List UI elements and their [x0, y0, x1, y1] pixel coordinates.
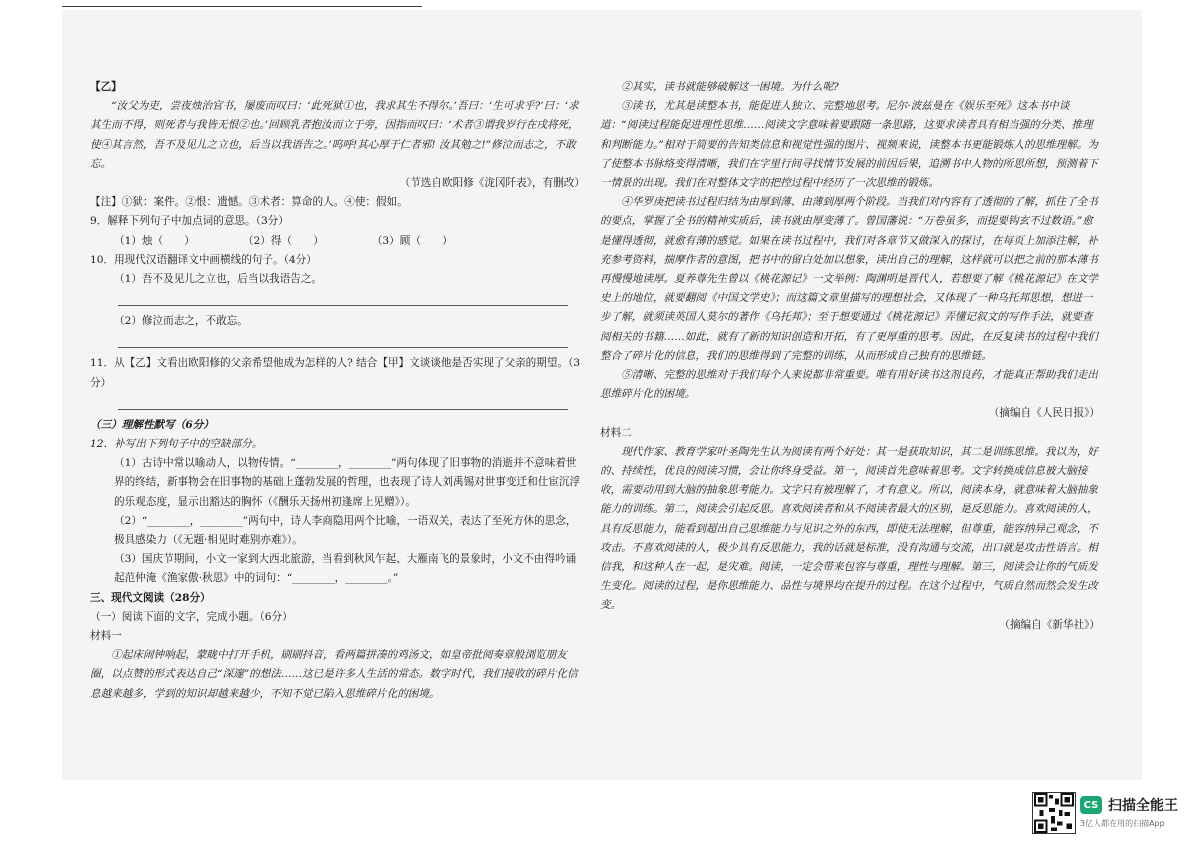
- material-1-para-4: ④华罗庚把读书过程归结为由厚到薄、由薄到厚两个阶段。当我们对内容有了透彻的了解，抓住了全书的要点，掌握了全书的精神实质后，读书就由厚变薄了。曾国藩说：“万卷虽多，而提要钩玄不过数语。”愈是懂得透彻，就愈有薄的感觉。如果在读书过程中，我们对各章节又做深入的探讨，在每页上加添注解，补充参考资料，揣摩作者的意图，把书中的留白处加以想象，读出自己的理解，这样就可以把之前的那本薄书再慢慢地读厚。夏养尊先生曾以《桃花源记》一文举例：陶渊明是晋代人，若想要了解《桃花源记》在文学史上的地位，就要翻阅《中国文学史》；而这篇文章里描写的理想社会，又体现了一种乌托邦思想，想进一步了解，就须读英国人莫尔的著作《乌托邦》；至于想要通过《桃花源记》弄懂记叙文的写作手法，就要查阅相关的书籍……如此，就有了新的知识创造和开拓，有了更厚重的思考。因此，在反复读书的过程中我们整合了碎片化的信息，我们的思维得到了完整的训练，从而形成自己独有的思维链。: [600, 196, 1098, 362]
- logo-tagline: 3亿人都在用的扫描App: [1080, 819, 1165, 828]
- yi-source: （节选自欧阳修《泷冈阡表》，有删改）: [399, 177, 585, 190]
- cs-logo-icon: CS: [1080, 796, 1102, 814]
- material-2-title: 材料二: [600, 426, 632, 439]
- material-1-source: （摘编自《人民日报》）: [988, 407, 1100, 420]
- part-3-heading: 三、现代文阅读（28分）: [90, 591, 211, 604]
- camscanner-logo: [1080, 795, 1178, 815]
- part-3-subheading: （一）阅读下面的文字，完成小题。（6分）: [90, 610, 293, 623]
- material-2-source: （摘编自《新华社》）: [999, 618, 1100, 631]
- yi-notes: 【注】①狱：案件。②恨：遗憾。③术者：算命的人。④使：假如。: [90, 196, 408, 209]
- yi-passage: “汝父为吏，尝夜烛治官书，屡废而叹曰：‘此死狱①也，我求其生不得尔。’吾曰：‘生可求乎?’曰：‘求其生而不得，则死者与我皆无恨②也。’回顾乳者抱汝而立于旁，因指而叹曰：‘术者③谓我岁行在戌将死，使④其言然，吾不及见儿之立也，后当以我语告之。’呜呼!其心厚于仁者邪! 汝其勉之!”修泣而志之，不敢忘。: [90, 100, 579, 170]
- material-2-para-1: 现代作家、教育学家叶圣陶先生认为阅读有两个好处：其一是获取知识，其二是训练思维。我以为，好的、持续性，优良的阅读习惯，会让你终身受益。第一，阅读首先意味着思考。文字转换成信息被大脑接收，需要动用到大脑的抽象思考能力。文字只有被理解了，才有意义。所以，阅读本身，就意味着大脑抽象能力的训练。第二，阅读会引起反思。喜欢阅读者和从不阅读者最大的区别，是反思能力。喜欢阅读的人，具有反思能力，能看到超出自己思维能力与见识之外的东西，即使无法理解，但尊重，能容纳异己观念，不攻击。不喜欢阅读的人，极少具有反思能力，我的话就是标准，没有沟通与交流，出口就是攻击性语言。相信我，和这种人在一起，是灾难。阅读，一定会带来包容与尊重，理性与理解。第三，阅读会让你的气质发生变化。阅读的过程，是你思维能力、品性与境界均在提升的过程。在这个过程中，气质自然而然会发生改变。: [600, 445, 1098, 612]
- yi-heading: 【乙】: [90, 81, 122, 93]
- q12-part-3: （3）国庆节期间，小文一家到大西北旅游，当看到秋风乍起、大雁南飞的景象时，小文不由得吟诵起范仲淹《渔家傲·秋思》中的词句：“________，________。”: [114, 553, 577, 585]
- q10-part-1: （1）吾不及见儿之立也，后当以我语告之。: [114, 273, 323, 286]
- qr-code-icon: [1032, 792, 1076, 834]
- q12-part-2: （2）“________，________”两句中，诗人李商隐用两个比喻，一语双关，表达了至死方休的思念，极具感染力（《无题·相见时难别亦难》）。: [114, 514, 577, 547]
- answer-line[interactable]: [118, 333, 568, 348]
- question-10: 10．用现代汉语翻译文中画横线的句子。（4分）: [90, 253, 317, 266]
- material-1-para-1: ①起床闹钟响起，蒙眬中打开手机，刷刷抖音，看两篇拼凑的鸡汤文，如皇帝批阅奏章般浏览朋友圈，以点赞的形式表达自己“深邃”的想法……这已是许多人生活的常态。数字时代，我们接收的碎片化信息越来越多，学到的知识却越来越少，不知不觉已陷入思维碎片化的困境。: [90, 649, 578, 700]
- answer-line[interactable]: [118, 291, 568, 306]
- material-1-title: 材料一: [90, 630, 122, 643]
- question-9: 9．解释下列句子中加点词的意思。（3分）: [90, 215, 289, 228]
- q9-items: [90, 232, 585, 251]
- material-1-para-5: ⑤清晰、完整的思维对于我们每个人来说都非常重要。唯有用好读书这剂良药，才能真正帮助我们走出思维碎片化的困境。: [600, 369, 1098, 401]
- q12-part-1: （1）古诗中常以喻动人，以物传情。“________，________”两句体现了旧事物的消逝并不意味着世界的终结，新事物会在旧事物的基础上蓬勃发展的哲理，也表现了诗人刘禹锡对世事变迁和仕宦沉浮的乐观态度，显示出豁达的胸怀（《酬乐天扬州初逢席上见赠》）。: [114, 457, 581, 508]
- question-12: 12．补写出下列句子中的空缺部分。: [90, 438, 263, 451]
- material-1-para-3: ③读书，尤其是读整本书，能促进人独立、完整地思考。尼尔·波兹曼在《娱乐至死》这本书中谈道：“阅读过程能促进理性思维……阅读文字意味着要跟随一条思路，这要求读者具有相当强的分类、推理和判断能力。”相对于简要的告知类信息和视觉性强的图片、视频来说，读整本书更能锻炼人的思维理解。为了使整本书脉络变得清晰，我们在字里行间寻找情节发展的前因后果，追溯书中人物的所思所想，预测着下一情景的出现。我们在对整体文字的把控过程中经历了一次思维的锻炼。: [600, 100, 1099, 190]
- right-column: [600, 78, 1100, 635]
- q9-item-1: （1）烛（ ）: [114, 234, 195, 247]
- section-3-heading: （三）理解性默写（6分）: [90, 418, 214, 431]
- top-rule: [62, 6, 422, 7]
- answer-line[interactable]: [118, 395, 568, 410]
- q9-item-3: （3）顾（ ）: [371, 234, 453, 247]
- left-column: [90, 78, 585, 704]
- q9-item-2: （2）得（ ）: [242, 234, 324, 247]
- logo-text: 扫描全能王: [1108, 798, 1178, 814]
- question-11: 11．从【乙】文看出欧阳修的父亲希望他成为怎样的人? 结合【甲】文谈谈他是否实现了父亲的期望。（3分）: [90, 357, 581, 389]
- material-1-para-2: ②其实，读书就能够破解这一困境。为什么呢?: [621, 81, 839, 93]
- q10-part-2: （2）修泣而志之，不敢忘。: [114, 315, 248, 328]
